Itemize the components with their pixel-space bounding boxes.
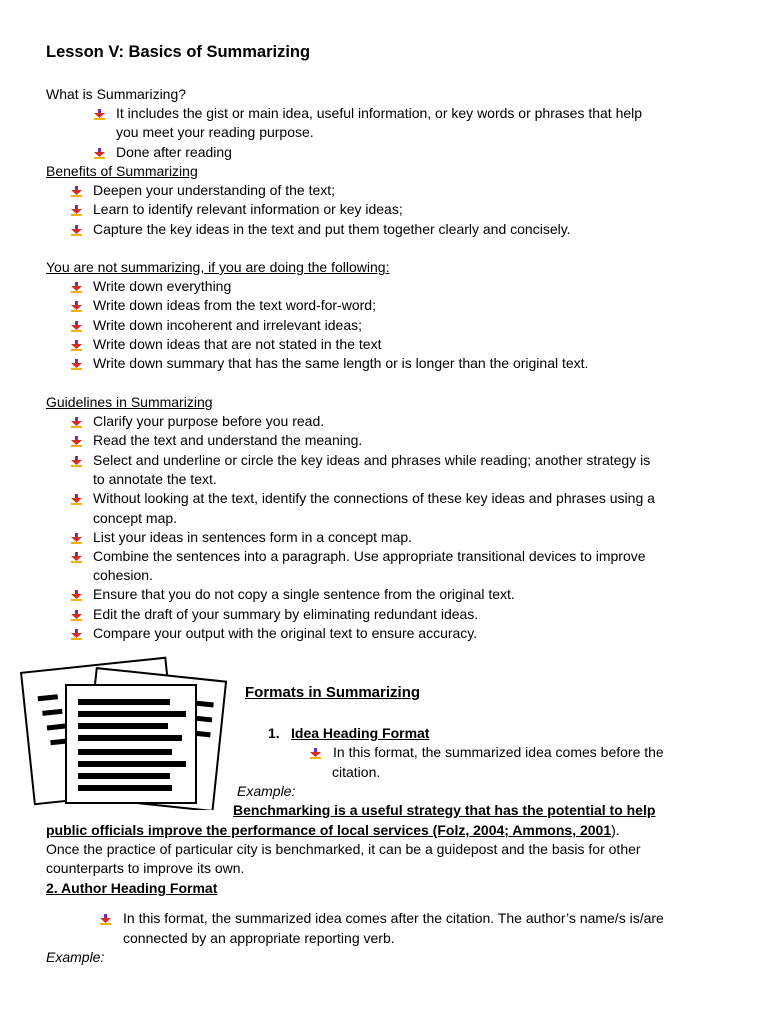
- format-1-bullet-line-2: citation.: [332, 764, 381, 780]
- arrow-down-bullet-icon: [94, 109, 105, 120]
- arrow-down-bullet-icon: [71, 456, 82, 467]
- guidelines-heading: Guidelines in Summarizing: [46, 394, 213, 410]
- example-label: Example:: [237, 783, 296, 799]
- benefits-item-1: Deepen your understanding of the text;: [93, 182, 336, 198]
- arrow-down-bullet-icon: [100, 914, 111, 925]
- not-summarizing-item-2: Write down ideas from the text word-for-word;: [93, 297, 376, 313]
- arrow-down-bullet-icon: [71, 629, 82, 640]
- page-title: Lesson V: Basics of Summarizing: [46, 43, 311, 61]
- example-1-citation: public officials improve the performance of local services (Folz, 2004; Ammons, 2001: [46, 822, 612, 838]
- guideline-item-4-line-2: concept map.: [93, 510, 178, 526]
- benefits-item-2: Learn to identify relevant information or key ideas;: [93, 201, 403, 217]
- guideline-item-8: Edit the draft of your summary by eliminating redundant ideas.: [93, 606, 479, 622]
- guideline-item-6-line-1: Combine the sentences into a paragraph. Use appropriate transitional devices to improve: [93, 548, 646, 564]
- arrow-down-bullet-icon: [94, 148, 105, 159]
- guideline-item-3-line-1: Select and underline or circle the key ideas and phrases while reading; another strategy is: [93, 452, 651, 468]
- arrow-down-bullet-icon: [71, 610, 82, 621]
- format-2-bullet-line-2: connected by an appropriate reporting verb.: [123, 930, 395, 946]
- not-summarizing-item-3: Write down incoherent and irrelevant ideas;: [93, 317, 363, 333]
- arrow-down-bullet-icon: [71, 436, 82, 447]
- arrow-down-bullet-icon: [71, 186, 82, 197]
- formats-heading: Formats in Summarizing: [245, 684, 421, 701]
- arrow-down-bullet-icon: [71, 533, 82, 544]
- example-1-line-2-tail: ).: [611, 822, 620, 838]
- arrow-down-bullet-icon: [71, 282, 82, 293]
- guideline-item-3-line-2: to annotate the text.: [93, 471, 217, 487]
- guideline-item-6-line-2: cohesion.: [93, 567, 153, 583]
- not-summarizing-heading: You are not summarizing, if you are doing the following:: [46, 259, 390, 275]
- arrow-down-bullet-icon: [71, 494, 82, 505]
- arrow-down-bullet-icon: [71, 417, 82, 428]
- benefits-item-3: Capture the key ideas in the text and put them together clearly and concisely.: [93, 221, 571, 237]
- example-1-line-1: Benchmarking is a useful strategy that has the potential to help: [233, 802, 656, 818]
- arrow-down-bullet-icon: [71, 552, 82, 563]
- arrow-down-bullet-icon: [71, 359, 82, 370]
- arrow-down-bullet-icon: [71, 321, 82, 332]
- what-is-item-1-line-1: It includes the gist or main idea, useful information, or key words or phrases that help: [116, 105, 643, 121]
- not-summarizing-item-4: Write down ideas that are not stated in the text: [93, 336, 382, 352]
- guideline-item-4-line-1: Without looking at the text, identify the connections of these key ideas and phrases using a: [93, 490, 655, 506]
- what-is-item-2: Done after reading: [116, 144, 232, 160]
- guideline-item-1: Clarify your purpose before you read.: [93, 413, 325, 429]
- format-1-bullet-line-1: In this format, the summarized idea comes before the: [333, 744, 664, 760]
- format-2-heading: 2. Author Heading Format: [46, 880, 218, 896]
- guideline-item-2: Read the text and understand the meaning.: [93, 432, 363, 448]
- arrow-down-bullet-icon: [71, 301, 82, 312]
- example-label-2: Example:: [46, 949, 105, 965]
- arrow-down-bullet-icon: [310, 748, 321, 759]
- arrow-down-bullet-icon: [71, 225, 82, 236]
- guideline-item-9: Compare your output with the original text to ensure accuracy.: [93, 625, 478, 641]
- documents-stack-icon: [20, 655, 230, 810]
- example-1-line-2: [46, 822, 620, 839]
- example-1-line-3: Once the practice of particular city is benchmarked, it can be a guidepost and the basis for other: [46, 841, 641, 857]
- arrow-down-bullet-icon: [71, 205, 82, 216]
- arrow-down-bullet-icon: [71, 590, 82, 601]
- format-1-heading: Idea Heading Format: [291, 725, 430, 741]
- example-1-line-4: counterparts to improve its own.: [46, 860, 245, 876]
- arrow-down-bullet-icon: [71, 340, 82, 351]
- format-1-number: 1.: [268, 725, 280, 741]
- not-summarizing-item-1: Write down everything: [93, 278, 232, 294]
- what-is-item-1-line-2: you meet your reading purpose.: [116, 124, 314, 140]
- benefits-heading: Benefits of Summarizing: [46, 163, 198, 179]
- not-summarizing-item-5: Write down summary that has the same length or is longer than the original text.: [93, 355, 589, 371]
- guideline-item-7: Ensure that you do not copy a single sentence from the original text.: [93, 586, 515, 602]
- what-is-heading: What is Summarizing?: [46, 86, 187, 102]
- format-2-bullet-line-1: In this format, the summarized idea comes after the citation. The author’s name/s is/are: [123, 910, 664, 926]
- guideline-item-5: List your ideas in sentences form in a concept map.: [93, 529, 413, 545]
